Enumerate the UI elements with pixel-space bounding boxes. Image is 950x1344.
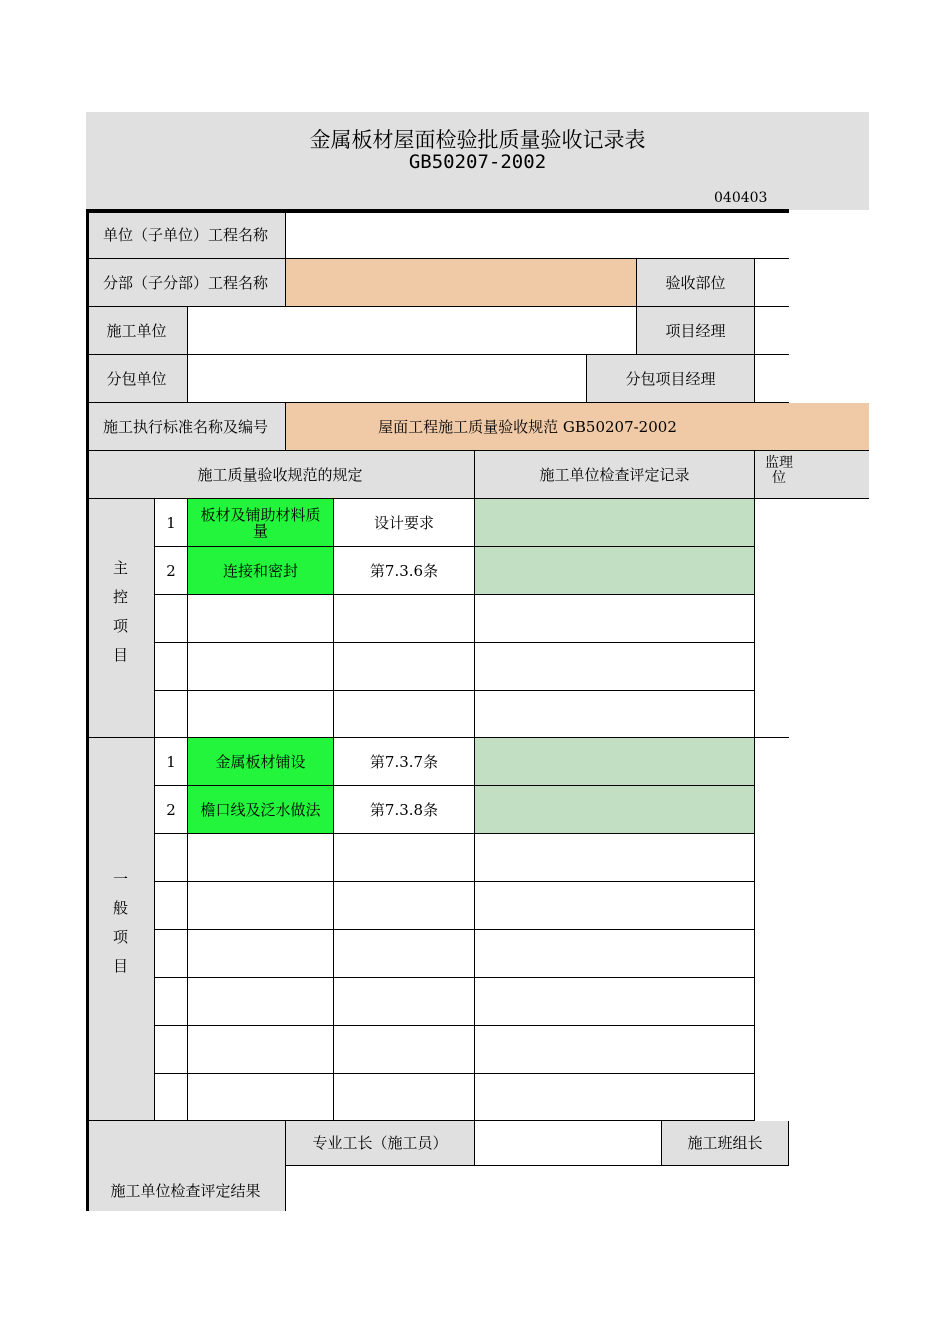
empty-cell[interactable] <box>188 930 334 978</box>
result-label: 施工单位检查评定结果 <box>86 1121 286 1211</box>
standard-code: GB50207-2002 <box>408 151 547 173</box>
empty-cell[interactable] <box>188 1026 334 1074</box>
team-leader-label: 施工班组长 <box>662 1121 789 1166</box>
empty-cell[interactable] <box>475 691 755 738</box>
empty-cell[interactable] <box>155 978 188 1026</box>
main-item-name: 连接和密封 <box>188 547 334 595</box>
empty-cell[interactable] <box>334 595 475 643</box>
empty-cell[interactable] <box>188 978 334 1026</box>
main-item-check-record[interactable] <box>475 499 755 547</box>
standard-label: 施工执行标准名称及编号 <box>86 403 286 451</box>
main-items-group-text: 主控项目 <box>111 560 129 676</box>
empty-cell[interactable] <box>188 882 334 930</box>
project-manager-value[interactable] <box>755 307 789 355</box>
empty-cell[interactable] <box>188 643 334 691</box>
empty-cell[interactable] <box>155 595 188 643</box>
subcontract-unit-label: 分包单位 <box>86 355 188 403</box>
empty-cell[interactable] <box>334 691 475 738</box>
foreman-value[interactable] <box>475 1121 662 1166</box>
construction-unit-value[interactable] <box>188 307 637 355</box>
empty-cell[interactable] <box>475 643 755 691</box>
empty-cell[interactable] <box>155 1074 188 1121</box>
general-items-group-label <box>86 738 155 1121</box>
empty-cell[interactable] <box>475 595 755 643</box>
empty-cell[interactable] <box>155 643 188 691</box>
general-item-name: 金属板材铺设 <box>188 738 334 786</box>
general-items-group-text: 一般项目 <box>111 871 129 987</box>
empty-cell[interactable] <box>155 930 188 978</box>
subcontract-unit-value[interactable] <box>188 355 587 403</box>
general-supervision-record[interactable] <box>755 738 789 1121</box>
form-code: 040403 <box>714 190 768 206</box>
general-item-requirement: 第7.3.7条 <box>334 738 475 786</box>
unit-project-value[interactable] <box>286 211 789 259</box>
acceptance-part-value[interactable] <box>755 259 789 307</box>
empty-cell[interactable] <box>334 643 475 691</box>
sub-project-value[interactable] <box>286 259 637 307</box>
empty-cell[interactable] <box>334 1074 475 1121</box>
construction-unit-label: 施工单位 <box>86 307 188 355</box>
general-item-no: 1 <box>155 738 188 786</box>
general-item-check-record[interactable] <box>475 786 755 834</box>
empty-cell[interactable] <box>334 1026 475 1074</box>
main-supervision-record[interactable] <box>755 499 789 738</box>
project-manager-label: 项目经理 <box>637 307 755 355</box>
empty-cell[interactable] <box>334 834 475 882</box>
empty-cell[interactable] <box>475 930 755 978</box>
subcontract-manager-label: 分包项目经理 <box>587 355 755 403</box>
general-item-no: 2 <box>155 786 188 834</box>
acceptance-part-label: 验收部位 <box>637 259 755 307</box>
empty-cell[interactable] <box>188 834 334 882</box>
empty-cell[interactable] <box>475 882 755 930</box>
empty-cell[interactable] <box>334 882 475 930</box>
main-item-requirement: 设计要求 <box>334 499 475 547</box>
main-item-no: 1 <box>155 499 188 547</box>
table-left-border <box>86 209 89 1211</box>
main-item-name: 板材及铺助材料质量 <box>188 499 334 547</box>
subcontract-manager-value[interactable] <box>755 355 789 403</box>
general-item-requirement: 第7.3.8条 <box>334 786 475 834</box>
foreman-label: 专业工长（施工员） <box>286 1121 475 1166</box>
supervision-column-header: 监理 位 <box>755 451 869 499</box>
empty-cell[interactable] <box>155 834 188 882</box>
general-item-check-record[interactable] <box>475 738 755 786</box>
empty-cell[interactable] <box>188 691 334 738</box>
sub-project-label: 分部（子分部）工程名称 <box>86 259 286 307</box>
check-record-column-header: 施工单位检查评定记录 <box>475 451 755 499</box>
empty-cell[interactable] <box>188 1074 334 1121</box>
empty-cell[interactable] <box>188 595 334 643</box>
form-title: 金属板材屋面检验批质量验收记录表 <box>309 128 646 152</box>
table-top-border <box>86 209 789 213</box>
empty-cell[interactable] <box>475 834 755 882</box>
main-item-no: 2 <box>155 547 188 595</box>
main-item-requirement: 第7.3.6条 <box>334 547 475 595</box>
general-item-name: 檐口线及泛水做法 <box>188 786 334 834</box>
empty-cell[interactable] <box>155 691 188 738</box>
main-items-group-label <box>86 499 155 738</box>
unit-project-label: 单位（子单位）工程名称 <box>86 211 286 259</box>
standard-value: 屋面工程施工质量验收规范 GB50207-2002 <box>286 403 869 451</box>
empty-cell[interactable] <box>475 1026 755 1074</box>
empty-cell[interactable] <box>334 978 475 1026</box>
spec-column-header: 施工质量验收规范的规定 <box>86 451 475 499</box>
empty-cell[interactable] <box>155 1026 188 1074</box>
main-item-check-record[interactable] <box>475 547 755 595</box>
empty-cell[interactable] <box>334 930 475 978</box>
empty-cell[interactable] <box>155 882 188 930</box>
empty-cell[interactable] <box>475 978 755 1026</box>
empty-cell[interactable] <box>475 1074 755 1121</box>
